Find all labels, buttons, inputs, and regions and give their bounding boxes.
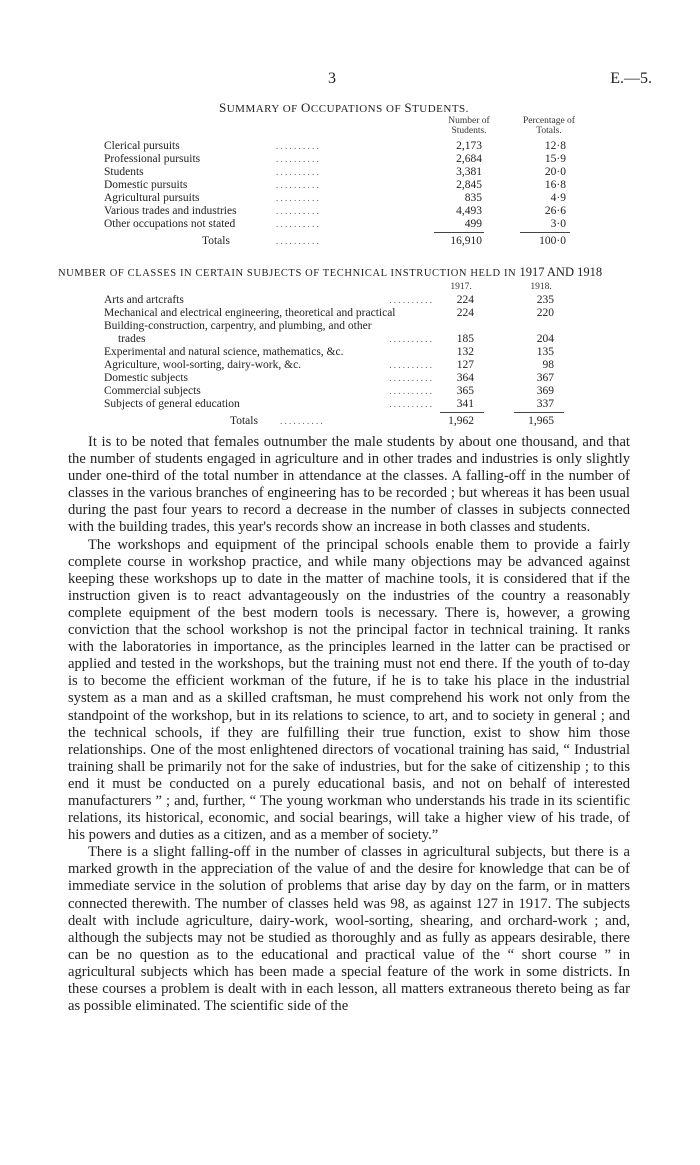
totals-row: Totals . . . . . . . . . . 1,962 1,965 <box>230 415 554 427</box>
occupation-label: Various trades and industries <box>104 205 237 217</box>
value-1917: 365 <box>456 385 474 397</box>
table-row: Professional pursuits . . . . . . . . . . 2,684 15·9 <box>104 153 566 165</box>
students-value: 499 <box>464 218 482 230</box>
year-1918-header: 1918. <box>530 282 552 292</box>
table-row: Commercial subjects . . . . . . . . . . 365 369 <box>104 385 554 397</box>
subject-label: Commercial subjects <box>104 385 201 397</box>
value-1918: 204 <box>536 333 554 345</box>
occupation-label: Clerical pursuits <box>104 140 180 152</box>
value-1918: 220 <box>536 307 554 319</box>
paragraph: The workshops and equipment of the principal schools enable them to provide a fairly complete course in workshop practice, and while many objections may be advanced against keeping these workshops up to date in the matter of machine tools, it is considered that if the instruction given is to react advantageously on the industries of the country a reasonably complete equipment of the best modern tools is necessary. There is, however, a growing conviction that the school workshop is not the principal factor in technical training. It ranks with the laboratories in importance, as the principles learned in the latter can be practised or applied and tested in the workshops, but the training must not end there. If the youth of to-day is to become the efficient workman of the future, if he is to take his place in the industrial system as a man and as a skilled craftsman, he must comprehend his work not only from the standpoint of the workshop, but in its relations to science, to art, and to society in general ; and the technical schools, if they are fulfilling their true function, exist to show him those relationships. One of the most enlightened directors of vocational training has said, “ Industrial training shall be primarily not for the sake of industries, but for the sake of citizenship ; to this end it must be conducted on a purely educational basis, and not on behalf of interested manufacturers ” ; and, further, “ The young workman who understands his trade in its scientific relations, its historical, economic, and social bearings, will take a higher view of his trade, of his powers and duties as a citizen, and as a member of society.” <box>68 536 630 844</box>
subject-label: Domestic subjects <box>104 372 188 384</box>
totals-1917: 1,962 <box>448 415 474 427</box>
percent-value: 16·8 <box>544 179 566 191</box>
value-1918: 367 <box>536 372 554 384</box>
table-row: Domestic pursuits . . . . . . . . . . 2,845 16·8 <box>104 179 566 191</box>
students-value: 2,173 <box>456 140 482 152</box>
percent-value: 3·0 <box>550 218 566 230</box>
subject-label: trades <box>118 333 146 345</box>
subject-label: Arts and artcrafts <box>104 294 184 306</box>
paragraph: There is a slight falling-off in the number of classes in agricultural subjects, but there is a marked growth in the appreciation of the value of and the desire for knowledge that can be of immediate service in the solution of problems that arise day by day on the farm, or in matters connected therewith. The number of classes held was 98, as against 127 in 1917. The subjects dealt with include agriculture, dairy-work, wool-sorting, shearing, and orchard-work ; and, although the subjects may not be studied as thoroughly and as fully as appears desirable, there can be no question as to the educational and practical value of the “ short course ” in agricultural subjects which has been made a special feature of the work in some districts. In these courses a problem is dealt with in each lesson, all matters extraneous thereto being as far as possible eliminated. The scientific side of the <box>68 844 630 1015</box>
subject-label: Mechanical and electrical engineering, theoretical and practical <box>104 307 396 319</box>
table-row: Students . . . . . . . . . . 3,381 20·0 <box>104 166 566 178</box>
document-reference: E.—5. <box>610 70 652 87</box>
classes-table-title: NUMBER OF CLASSES IN CERTAIN SUBJECTS OF TECHNICAL INSTRUCTION HELD IN 1917 AND 1918 <box>58 265 603 279</box>
occupation-label: Domestic pursuits <box>104 179 188 191</box>
occupations-table-title: SUMMARY OF OCCUPATIONS OF STUDENTS. <box>219 100 469 115</box>
body-text <box>68 434 630 1015</box>
table-row: Agricultural pursuits . . . . . . . . . . 835 4·9 <box>104 192 566 204</box>
occupation-label: Students <box>104 166 144 178</box>
occupation-label: Other occupations not stated <box>104 218 236 230</box>
value-1917: 364 <box>456 372 474 384</box>
percentage-column-header: Percentage of Totals. <box>523 116 575 136</box>
totals-rule <box>520 232 570 233</box>
table-row: Clerical pursuits . . . . . . . . . . 2,173 12·8 <box>104 140 566 152</box>
value-1918: 135 <box>536 346 554 358</box>
value-1917: 132 <box>456 346 474 358</box>
percent-value: 20·0 <box>544 166 566 178</box>
value-1918: 337 <box>536 398 554 410</box>
totals-label: Totals <box>230 415 258 427</box>
value-1917: 185 <box>456 333 474 345</box>
table-row: trades . . . . . . . . . . 185 204 <box>118 333 554 345</box>
subject-label: Experimental and natural science, mathematics, &c. <box>104 346 344 358</box>
value-1917: 341 <box>456 398 474 410</box>
page-header <box>0 70 700 94</box>
subject-label: Building-construction, carpentry, and plumbing, and other <box>104 320 372 332</box>
value-1918: 369 <box>536 385 554 397</box>
table-row: Arts and artcrafts . . . . . . . . . . 224 235 <box>104 294 554 306</box>
totals-rule <box>514 412 564 413</box>
subject-label: Agriculture, wool-sorting, dairy-work, &c. <box>104 359 302 371</box>
occupation-label: Agricultural pursuits <box>104 192 200 204</box>
percent-value: 15·9 <box>544 153 566 165</box>
value-1917: 224 <box>456 307 474 319</box>
students-value: 4,493 <box>456 205 482 217</box>
students-value: 3,381 <box>456 166 482 178</box>
table-row <box>104 307 624 320</box>
totals-rule <box>434 232 484 233</box>
value-1918: 98 <box>542 359 554 371</box>
table-row <box>104 320 624 333</box>
students-column-header: Number of Students. <box>448 116 490 136</box>
students-value: 2,684 <box>456 153 482 165</box>
value-1917: 224 <box>456 294 474 306</box>
percent-value: 12·8 <box>544 140 566 152</box>
percent-value: 4·9 <box>550 192 566 204</box>
totals-rule <box>440 412 484 413</box>
paragraph: It is to be noted that females outnumber the male students by about one thousand, and that the number of students engaged in agriculture and in other trades and industries is only slightly under one-third of the total number in attendance at the classes. A falling-off in the number of classes in the various branches of engineering has to be recorded ; but whereas it has been usual during the past four years to record a decrease in the number of classes in subjects connected with the building trades, this year's records show an increase in both classes and students. <box>68 434 630 536</box>
percent-value: 26·6 <box>544 205 566 217</box>
subject-label: Subjects of general education <box>104 398 240 410</box>
table-row: Domestic subjects . . . . . . . . . . 364 367 <box>104 372 554 384</box>
table-row <box>104 346 624 359</box>
page-number: 3 <box>328 70 336 87</box>
totals-students: 16,910 <box>450 235 482 247</box>
totals-label: Totals <box>202 235 230 247</box>
table-row: Other occupations not stated . . . . . . . . . . 499 3·0 <box>104 218 566 230</box>
year-1917-header: 1917. <box>450 282 472 292</box>
totals-row: Totals . . . . . . . . . . 16,910 100·0 <box>202 235 566 247</box>
table-row: Subjects of general education . . . . . . . . . . 341 337 <box>104 398 554 410</box>
table-row: Agriculture, wool-sorting, dairy-work, &c. . . . . . . . . . . 127 98 <box>104 359 554 371</box>
students-value: 2,845 <box>456 179 482 191</box>
totals-percent: 100·0 <box>539 235 566 247</box>
students-value: 835 <box>464 192 482 204</box>
occupation-label: Professional pursuits <box>104 153 201 165</box>
totals-1918: 1,965 <box>528 415 554 427</box>
value-1917: 127 <box>456 359 474 371</box>
table-row: Various trades and industries . . . . . . . . . . 4,493 26·6 <box>104 205 566 217</box>
value-1918: 235 <box>536 294 554 306</box>
